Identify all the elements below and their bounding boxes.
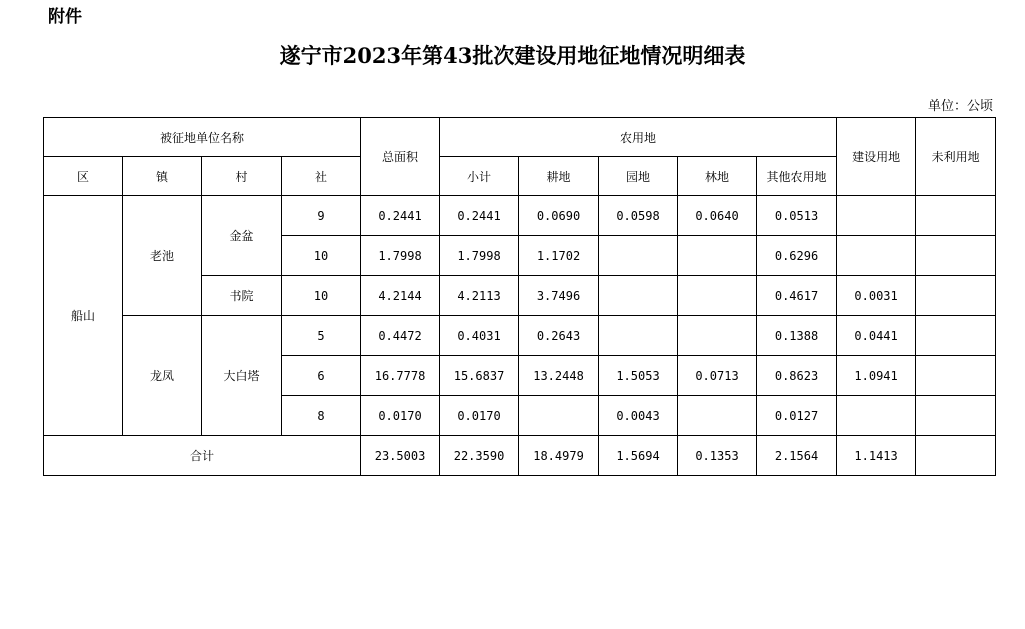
garden-cell — [599, 316, 678, 356]
forest-cell — [678, 396, 757, 436]
forest-cell — [678, 236, 757, 276]
village-cell: 大白塔 — [202, 316, 282, 436]
cultivated-cell: 1.1702 — [519, 236, 599, 276]
other-agri-cell: 0.6296 — [757, 236, 837, 276]
header-district: 区 — [44, 157, 123, 196]
village-cell: 书院 — [202, 276, 282, 316]
header-forest: 林地 — [678, 157, 757, 196]
she-cell: 6 — [282, 356, 361, 396]
she-cell: 10 — [282, 276, 361, 316]
unused-cell — [916, 276, 996, 316]
total-label: 合计 — [44, 436, 361, 476]
garden-cell — [599, 236, 678, 276]
garden-cell: 0.0598 — [599, 196, 678, 236]
subtotal-cell: 15.6837 — [440, 356, 519, 396]
construction-cell — [837, 196, 916, 236]
page-title: 遂宁市2023年第43批次建设用地征地情况明细表 — [279, 43, 746, 68]
header-total-area: 总面积 — [361, 118, 440, 196]
header-she: 社 — [282, 157, 361, 196]
construction-cell: 0.0441 — [837, 316, 916, 356]
forest-cell — [678, 316, 757, 356]
attachment-label: 附件 — [48, 7, 82, 27]
header-other-agri: 其他农用地 — [757, 157, 837, 196]
garden-cell: 0.0043 — [599, 396, 678, 436]
construction-cell: 0.0031 — [837, 276, 916, 316]
town-cell: 龙凤 — [123, 316, 202, 436]
forest-cell: 0.1353 — [678, 436, 757, 476]
she-cell: 9 — [282, 196, 361, 236]
other-agri-cell: 2.1564 — [757, 436, 837, 476]
subtotal-cell: 4.2113 — [440, 276, 519, 316]
total-cell: 4.2144 — [361, 276, 440, 316]
forest-cell — [678, 276, 757, 316]
forest-cell: 0.0640 — [678, 196, 757, 236]
construction-cell: 1.1413 — [837, 436, 916, 476]
cultivated-cell: 13.2448 — [519, 356, 599, 396]
header-construction: 建设用地 — [837, 118, 916, 196]
other-agri-cell: 0.4617 — [757, 276, 837, 316]
garden-cell: 1.5053 — [599, 356, 678, 396]
construction-cell: 1.0941 — [837, 356, 916, 396]
other-agri-cell: 0.8623 — [757, 356, 837, 396]
cultivated-cell: 0.0690 — [519, 196, 599, 236]
subtotal-cell: 0.2441 — [440, 196, 519, 236]
town-cell: 老池 — [123, 196, 202, 316]
cultivated-cell: 18.4979 — [519, 436, 599, 476]
total-cell: 0.4472 — [361, 316, 440, 356]
construction-cell — [837, 396, 916, 436]
subtotal-cell: 22.3590 — [440, 436, 519, 476]
unused-cell — [916, 196, 996, 236]
land-acquisition-table — [43, 117, 996, 476]
header-unused: 未利用地 — [916, 118, 996, 196]
subtotal-cell: 1.7998 — [440, 236, 519, 276]
construction-cell — [837, 236, 916, 276]
header-town: 镇 — [123, 157, 202, 196]
header-unit-name: 被征地单位名称 — [44, 118, 361, 157]
garden-cell — [599, 276, 678, 316]
table-row — [44, 316, 996, 356]
header-cultivated: 耕地 — [519, 157, 599, 196]
she-cell: 8 — [282, 396, 361, 436]
unused-cell — [916, 396, 996, 436]
other-agri-cell: 0.1388 — [757, 316, 837, 356]
cultivated-cell — [519, 396, 599, 436]
header-subtotal: 小计 — [440, 157, 519, 196]
unused-cell — [916, 436, 996, 476]
total-cell: 1.7998 — [361, 236, 440, 276]
unit-label: 单位：公顷 — [927, 99, 993, 114]
village-cell: 金盆 — [202, 196, 282, 276]
header-agri: 农用地 — [440, 118, 837, 157]
garden-cell: 1.5694 — [599, 436, 678, 476]
total-cell: 0.2441 — [361, 196, 440, 236]
total-cell: 16.7778 — [361, 356, 440, 396]
she-cell: 10 — [282, 236, 361, 276]
other-agri-cell: 0.0127 — [757, 396, 837, 436]
total-cell: 0.0170 — [361, 396, 440, 436]
header-village: 村 — [202, 157, 282, 196]
total-row — [44, 436, 996, 476]
she-cell: 5 — [282, 316, 361, 356]
subtotal-cell: 0.4031 — [440, 316, 519, 356]
header-row-1 — [44, 118, 996, 157]
forest-cell: 0.0713 — [678, 356, 757, 396]
unused-cell — [916, 356, 996, 396]
table-row — [44, 196, 996, 236]
cultivated-cell: 0.2643 — [519, 316, 599, 356]
unused-cell — [916, 236, 996, 276]
header-garden: 园地 — [599, 157, 678, 196]
subtotal-cell: 0.0170 — [440, 396, 519, 436]
unused-cell — [916, 316, 996, 356]
district-cell: 船山 — [44, 196, 123, 436]
other-agri-cell: 0.0513 — [757, 196, 837, 236]
total-cell: 23.5003 — [361, 436, 440, 476]
cultivated-cell: 3.7496 — [519, 276, 599, 316]
